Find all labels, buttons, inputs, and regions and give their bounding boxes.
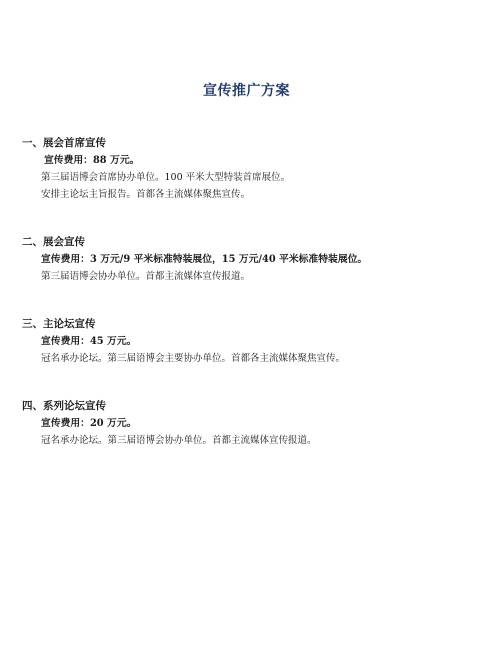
section-line: 第三届语博会首席协办单位。100 平米大型特装首席展位。	[41, 172, 291, 183]
section-fee: 宣传费用：88 万元。	[44, 155, 140, 166]
section-line: 冠名承办论坛。第三届语博会主要协办单位。首都各主流媒体聚焦宣传。	[41, 353, 346, 364]
page-title: 宣传推广方案	[203, 83, 290, 99]
section-heading: 一、展会首席宣传	[22, 137, 106, 149]
section-series-forum	[22, 398, 482, 449]
section-heading: 四、系列论坛宣传	[22, 400, 106, 412]
section-exhibition	[22, 234, 482, 285]
section-line: 冠名承办论坛。第三届语博会协办单位。首都主流媒体宣传报道。	[41, 435, 317, 446]
section-main-forum	[22, 316, 482, 367]
section-fee: 宣传费用：20 万元。	[41, 418, 137, 429]
section-heading: 二、展会宣传	[22, 236, 85, 248]
section-heading: 三、主论坛宣传	[22, 318, 96, 330]
section-exhibition-premier	[22, 135, 482, 203]
section-fee: 宣传费用：3 万元/9 平米标准特装展位，15 万元/40 平米标准特装展位。	[41, 254, 368, 265]
section-line: 第三届语博会协办单位。首都主流媒体宣传报道。	[41, 271, 251, 282]
section-fee: 宣传费用：45 万元。	[41, 336, 137, 347]
section-line: 安排主论坛主旨报告。首都各主流媒体聚焦宣传。	[41, 189, 251, 200]
